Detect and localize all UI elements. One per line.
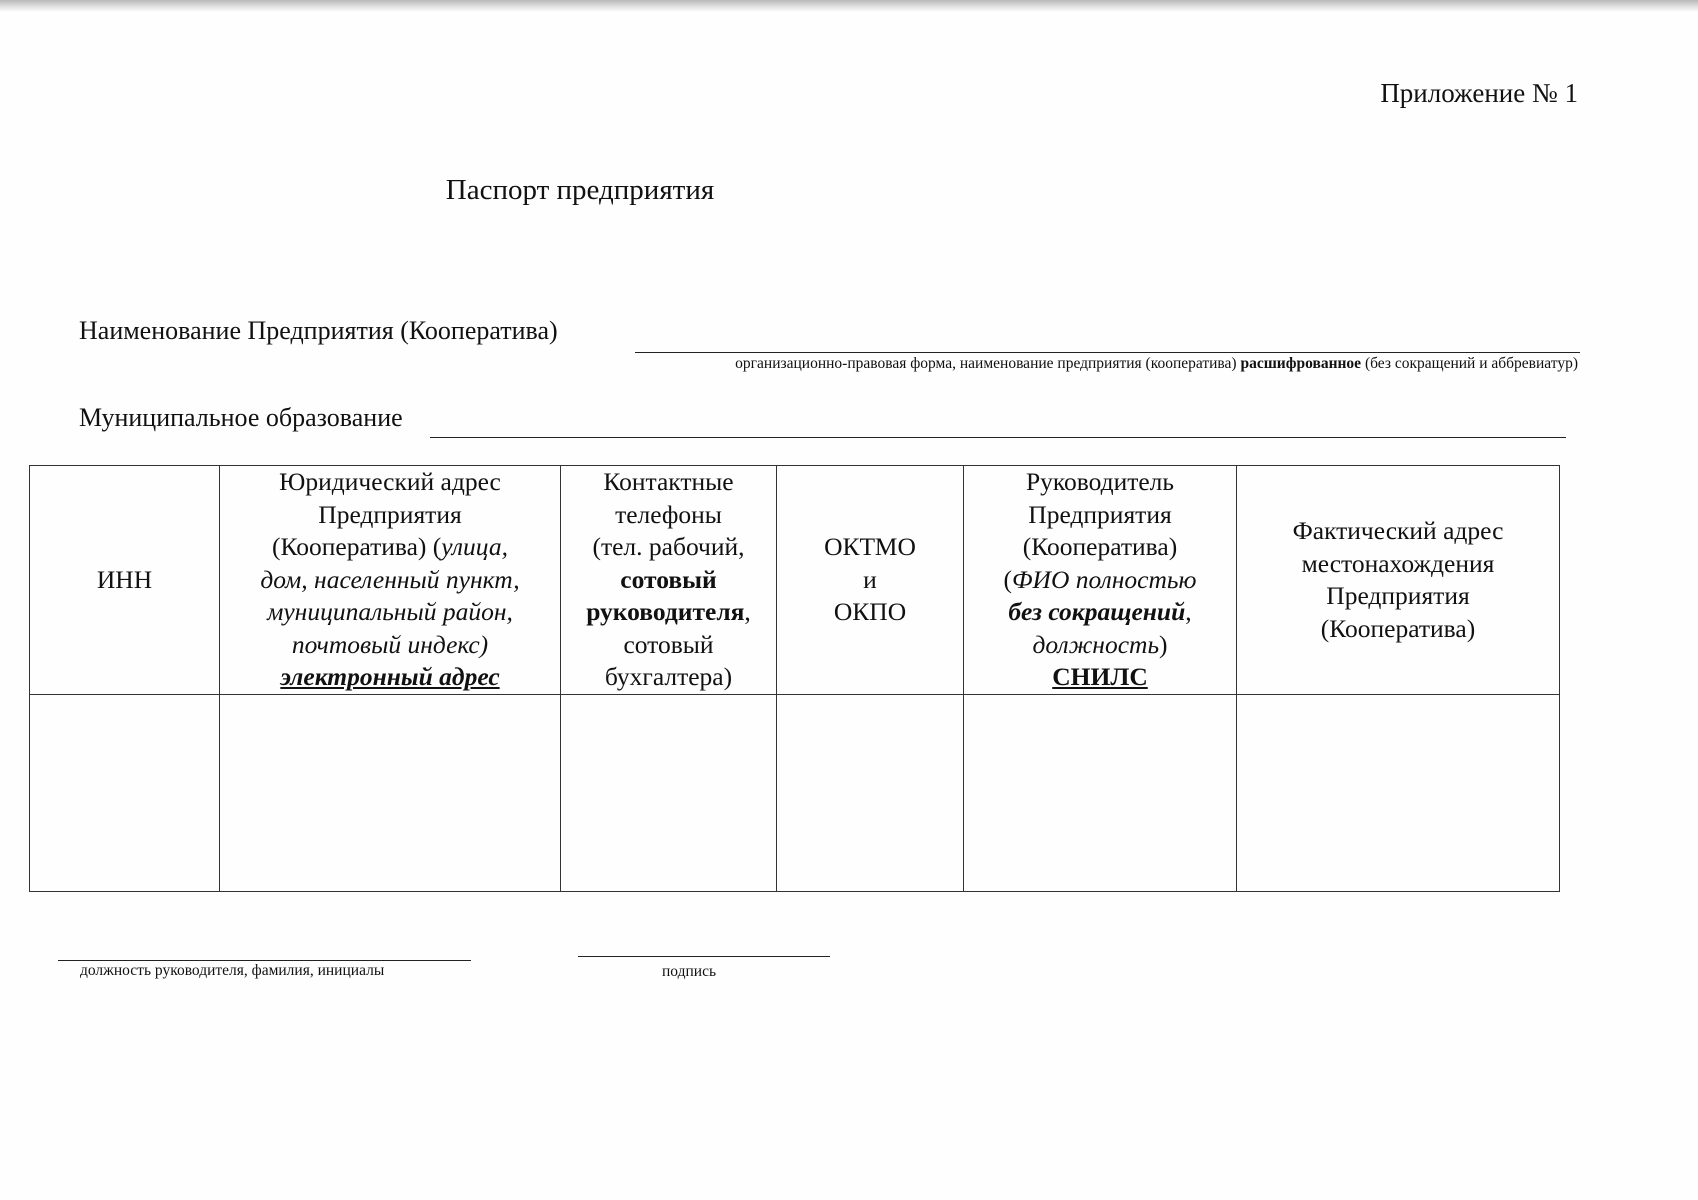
- column-header-legal-address: [220, 466, 561, 695]
- phones-line: сотовый: [623, 629, 714, 659]
- phones-line: (тел. рабочий,: [592, 532, 745, 562]
- legal-address-line: почтовый индекс): [291, 629, 489, 659]
- legal-address-line: дом, населенный пункт,: [260, 564, 520, 594]
- legal-address-italic: улица,: [441, 532, 508, 562]
- head-line: [970, 596, 1230, 629]
- column-header-phones: [561, 466, 777, 695]
- head-line: Руководитель: [1025, 467, 1175, 497]
- legal-address-line: Предприятия: [318, 499, 462, 529]
- municipality-label: Муниципальное образование: [79, 403, 403, 432]
- head-text: ,: [1185, 597, 1192, 627]
- legal-address-text: (Кооператива) (: [272, 532, 442, 562]
- head-bold-text: без сокращений: [1008, 597, 1186, 627]
- head-line: [970, 564, 1230, 597]
- phones-line: Контактные: [603, 467, 734, 497]
- document-title: Паспорт предприятия: [445, 174, 715, 206]
- column-header-codes: [777, 466, 964, 695]
- actual-address-line: местонахождения: [1301, 548, 1495, 578]
- actual-address-line: Предприятия: [1326, 581, 1470, 610]
- head-italic-text: должность: [1032, 629, 1160, 659]
- enterprise-name-label: Наименование Предприятия (Кооператива): [79, 316, 558, 345]
- table-row: [30, 695, 1560, 892]
- legal-address-line: [226, 531, 554, 564]
- phones-line: телефоны: [615, 499, 722, 529]
- cell-phones[interactable]: [561, 695, 777, 892]
- phones-text: ,: [744, 597, 751, 627]
- column-header-head: [964, 466, 1237, 695]
- enterprise-name-hint: [578, 355, 1578, 373]
- phones-line: [567, 596, 770, 629]
- codes-line: ОКТМО: [824, 532, 916, 562]
- legal-address-line: Юридический адрес: [279, 467, 501, 497]
- head-text: (: [1003, 564, 1013, 594]
- cell-actual-address[interactable]: [1237, 695, 1560, 892]
- head-italic-text: ФИО полностью: [1012, 564, 1197, 594]
- snils-label: СНИЛС: [1052, 662, 1148, 692]
- codes-line: ОКПО: [833, 597, 907, 627]
- enterprise-name-hint-tail: (без сокращений и аббревиатур): [1361, 355, 1578, 372]
- passport-table: [29, 465, 1560, 892]
- email-address-label: электронный адрес: [280, 662, 500, 692]
- phones-bold-text: руководителя: [586, 597, 745, 627]
- municipality-field[interactable]: [430, 437, 1566, 438]
- column-header-actual-address: [1237, 466, 1560, 695]
- actual-address-line: Фактический адрес: [1292, 516, 1504, 545]
- codes-line: и: [863, 564, 877, 594]
- scan-top-edge: [0, 0, 1698, 12]
- cell-legal-address[interactable]: [220, 695, 561, 892]
- table-header-row: [30, 466, 1560, 695]
- cell-codes[interactable]: [777, 695, 964, 892]
- legal-address-line: муниципальный район,: [267, 597, 513, 627]
- signature-line[interactable]: [578, 956, 830, 957]
- enterprise-name-field[interactable]: [635, 352, 1580, 353]
- column-header-inn: [30, 466, 220, 695]
- appendix-label: Приложение № 1: [1380, 78, 1578, 108]
- inn-header-text: ИНН: [96, 564, 153, 594]
- head-line: Предприятия: [1028, 499, 1172, 529]
- head-line: (Кооператива): [1022, 532, 1178, 562]
- position-signature-line[interactable]: [58, 960, 471, 961]
- enterprise-name-hint-text: организационно-правовая форма, наименование предприятия (кооператива): [735, 355, 1241, 372]
- phones-line: бухгалтера): [604, 662, 733, 692]
- head-text: ): [1159, 629, 1168, 659]
- phones-line: сотовый: [620, 564, 717, 594]
- actual-address-line: (Кооператива): [1320, 613, 1476, 643]
- position-caption: должность руководителя, фамилия, инициалы: [80, 962, 385, 979]
- cell-head[interactable]: [964, 695, 1237, 892]
- signature-caption: подпись: [662, 963, 717, 980]
- cell-inn[interactable]: [30, 695, 220, 892]
- head-line: [970, 629, 1230, 662]
- enterprise-name-hint-bold: расшифрованное: [1240, 355, 1362, 372]
